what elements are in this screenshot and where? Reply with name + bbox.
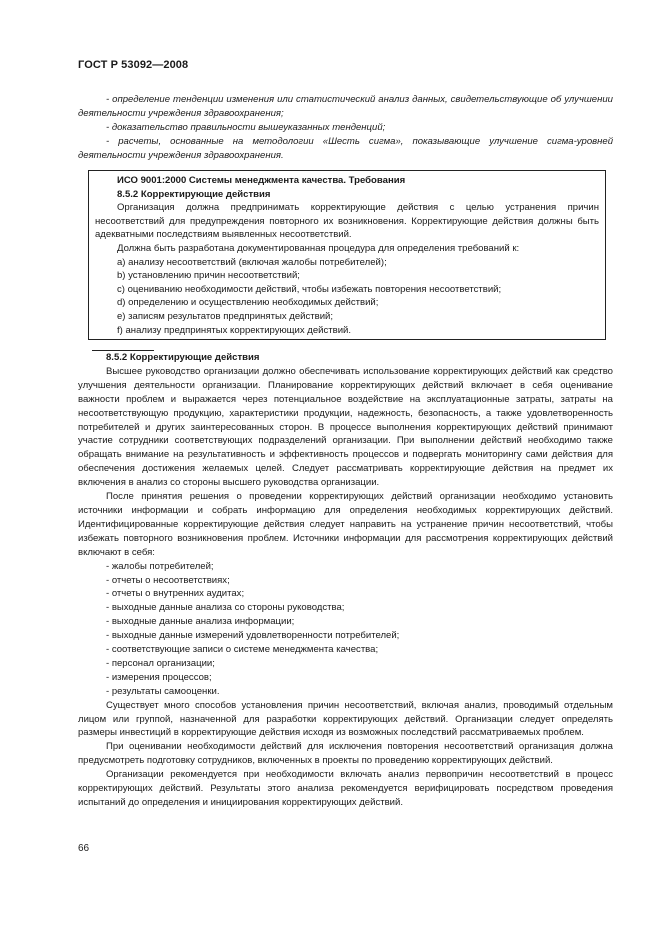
section-paragraph: При оценивании необходимости действий для исключения повторения несоответствий организация должна предусмотреть подготовку сотрудников, включенных в проекты по проведению корректирующих действий.: [78, 741, 613, 767]
iso-box-subheading: 8.5.2 Корректирующие действия: [117, 188, 271, 200]
iso-box-paragraph: Должна быть разработана документированная процедура для определения требований к:: [117, 242, 520, 254]
section-body: [78, 351, 613, 810]
page-number: 66: [78, 843, 90, 854]
iso-box-item: e) записям результатов предпринятых действий;: [117, 310, 334, 322]
source-item: - выходные данные анализа со стороны руководства;: [106, 602, 345, 614]
section-paragraph: Существует много способов установления причин несоответствий, включая анализ, проводимый отдельным лицом или группой, назначенной для разработки корректирующих действий. Организации следует определять размеры инвестиций в корректирующие действия исходя из возможных последствий рассматриваемых проблем.: [78, 699, 613, 739]
source-item: - результаты самооценки.: [106, 685, 220, 697]
source-item: - персонал организации;: [106, 657, 215, 669]
source-item: - измерения процессов;: [106, 671, 212, 683]
source-item: - жалобы потребителей;: [106, 560, 214, 572]
source-item: - выходные данные измерений удовлетворенности потребителей;: [106, 630, 400, 642]
iso-box-item: d) определению и осуществлению необходимых действий;: [117, 297, 379, 309]
intro-item: - доказательство правильности вышеуказанных тенденций;: [106, 121, 386, 133]
iso-box-item: b) установлению причин несоответствий;: [117, 270, 300, 282]
iso-box-heading: ИСО 9001:2000 Системы менеджмента качества. Требования: [117, 175, 406, 186]
intro-item: - расчеты, основанные на методологии «Шесть сигма», показывающие улучшение сигма-уровней деятельности учреждения здравоохранения.: [78, 135, 613, 161]
intro-item: - определение тенденции изменения или статистический анализ данных, свидетельствующие об улучшении деятельности учреждения здравоохранения;: [78, 94, 613, 119]
iso-box-item: c) оцениванию необходимости действий, чтобы избежать повторения несоответствий;: [117, 283, 502, 295]
page-header-title: ГОСТ Р 53092—2008: [78, 59, 189, 71]
iso-quote-box: [88, 170, 606, 340]
section-paragraph: После принятия решения о проведении корректирующих действий организации необходимо установить источники информации и собрать информацию для определения необходимых корректирующих действий. Идентифицированные корректирующие действия следует направить на устранение причин несоответствий, чтобы избежать повторного возникновения проблем. Источники информации для рассмотрения корректирующих действий включают в себя:: [78, 491, 613, 558]
section-paragraph: Высшее руководство организации должно обеспечивать использование корректирующих действий как средство улучшения деятельности организации. Планирование корректирующих действий включает в себя оценивание важности проблем и выражается через потенциальное воздействие на эксплуатационные затраты, затраты на несоответствующую продукцию, характеристики продукции, надежность, безопасность, а также удовлетворенность потребителей и других заинтересованных сторон. В процессе выполнения корректирующих действий принимают участие сотрудники соответствующих подразделений организации. При выполнении действий необходимо также обращать внимание на результативность и эффективность процессов и подвергать мониторингу сами действия для обеспечения достижения желаемых целей. Следует рассматривать корректирующие действия на предмет их включения в анализ со стороны высшего руководства организации.: [78, 365, 613, 489]
source-item: - отчеты о внутренних аудитах;: [106, 588, 245, 600]
source-item: - соответствующие записи о системе менеджмента качества;: [106, 644, 379, 656]
source-item: - отчеты о несоответствиях;: [106, 574, 230, 586]
iso-box-paragraph: Организация должна предпринимать корректирующие действия с целью устранения причин несоответствий для предупреждения повторного их возникновения. Корректирующие действия должны быть адекватными последствиям выявленных несоответствий.: [95, 202, 599, 241]
intro-list: [78, 93, 613, 163]
iso-box-item: a) анализу несоответствий (включая жалобы потребителей);: [117, 256, 387, 268]
source-item: - выходные данные анализа информации;: [106, 616, 295, 628]
iso-box-item: f) анализу предпринятых корректирующих действий.: [117, 324, 352, 336]
section-heading: 8.5.2 Корректирующие действия: [106, 352, 260, 363]
section-paragraph: Организации рекомендуется при необходимости включать анализ первопричин несоответствий в процесс корректирующих действий. Результаты этого анализа рекомендуется верифицировать посредством проведения испытаний до определения и инициирования корректирующих действий.: [78, 769, 613, 808]
